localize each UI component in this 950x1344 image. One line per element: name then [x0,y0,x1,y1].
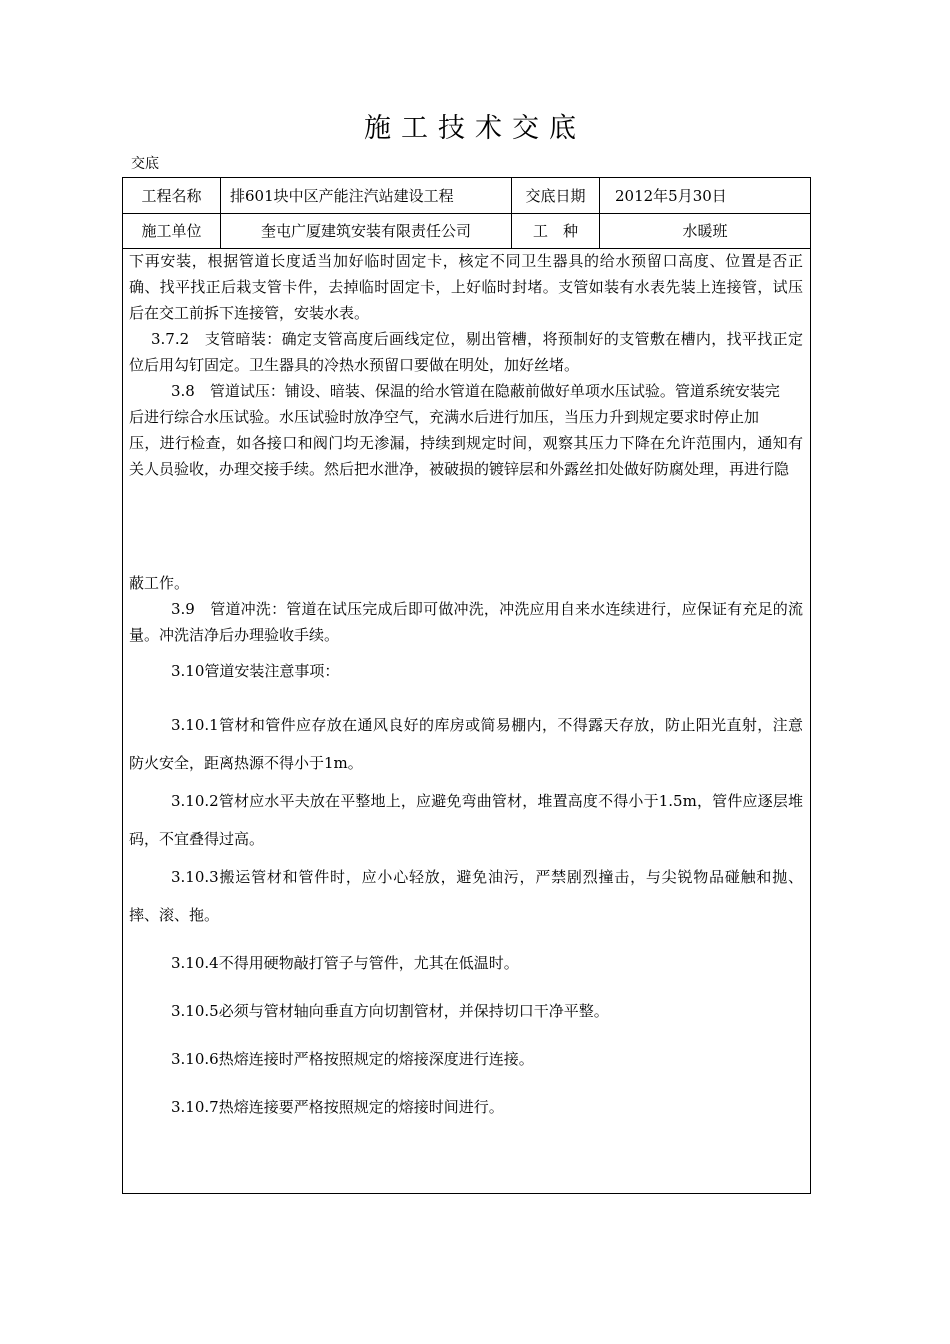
paragraph: 后进行综合水压试验。水压试验时放净空气，充满水后进行加压，当压力升到规定要求时停止加 [129,408,760,426]
date-label: 交底日期 [525,187,586,205]
trade-value: 水暖班 [682,222,728,240]
paragraph: 3.9 管道冲洗：管道在试压完成后即可做冲洗，冲洗应用自来水连续进行，应保证有充足的流量。冲洗洁净后办理验收手续。 [129,600,803,644]
paragraph: 3.8 管道试压：铺设、暗装、保温的给水管道在隐蔽前做好单项水压试验。管道系统安装完 [171,382,780,400]
paragraph: 压，进行检查，如各接口和阀门均无渗漏，持续到规定时间，观察其压力下降在允许范围内，通知有关人员验收，办理交接手续。然后把水泄净，被破损的镀锌层和外露丝扣处做好防腐处理，再进行隐 [129,434,803,478]
paragraph: 3.7.2 支管暗装：确定支管高度后画线定位，剔出管槽，将预制好的支管敷在槽内，找平找正定位后用勾钉固定。卫生器具的冷热水预留口要做在明处，加好丝堵。 [129,330,803,374]
note-item: 3.10.3搬运管材和管件时，应小心轻放，避免油污，严禁剧烈撞击，与尖锐物品碰触和抛、摔、滚、拖。 [129,868,803,924]
project-value: 排601块中区产能注汽站建设工程 [230,187,454,205]
project-label: 工程名称 [141,187,202,205]
paragraph: 3.10管道安装注意事项： [171,662,340,680]
trade-label: 工 种 [532,222,578,240]
note-item: 3.10.6热熔连接时严格按照规定的熔接深度进行连接。 [171,1050,534,1068]
paragraph: 蔽工作。 [129,574,190,592]
note-item: 3.10.2管材应水平夫放在平整地上，应避免弯曲管材，堆置高度不得小于1.5m，管件应逐层堆码，不宜叠得过高。 [129,792,803,848]
note-item: 3.10.7热熔连接要严格按照规定的熔接时间进行。 [171,1098,504,1116]
disclosure-form [122,177,811,1194]
unit-value: 奎屯广厦建筑安装有限责任公司 [260,222,471,240]
header-row-1 [123,178,810,214]
unit-label: 施工单位 [141,222,202,240]
date-value: 2012年5月30日 [615,187,727,205]
header-row-2 [123,213,810,249]
note-item: 3.10.5必须与管材轴向垂直方向切割管材，并保持切口干净平整。 [171,1002,609,1020]
page-title: 施工技术交底 [364,113,586,144]
disclosure-body [129,248,803,1126]
pre-label: 交底 [131,156,159,172]
note-item: 3.10.1管材和管件应存放在通风良好的库房或简易棚内，不得露天存放，防止阳光直射，注意防火安全，距离热源不得小于1m。 [129,716,803,772]
note-item: 3.10.4不得用硬物敲打管子与管件，尤其在低温时。 [171,954,519,972]
paragraph: 下再安装，根据管道长度适当加好临时固定卡，核定不同卫生器具的给水预留口高度、位置是否正确、找平找正后栽支管卡件，去掉临时固定卡，上好临时封堵。支管如装有水表先装上连接管，试压后在交工前拆下连接管，安装水表。 [129,252,803,322]
